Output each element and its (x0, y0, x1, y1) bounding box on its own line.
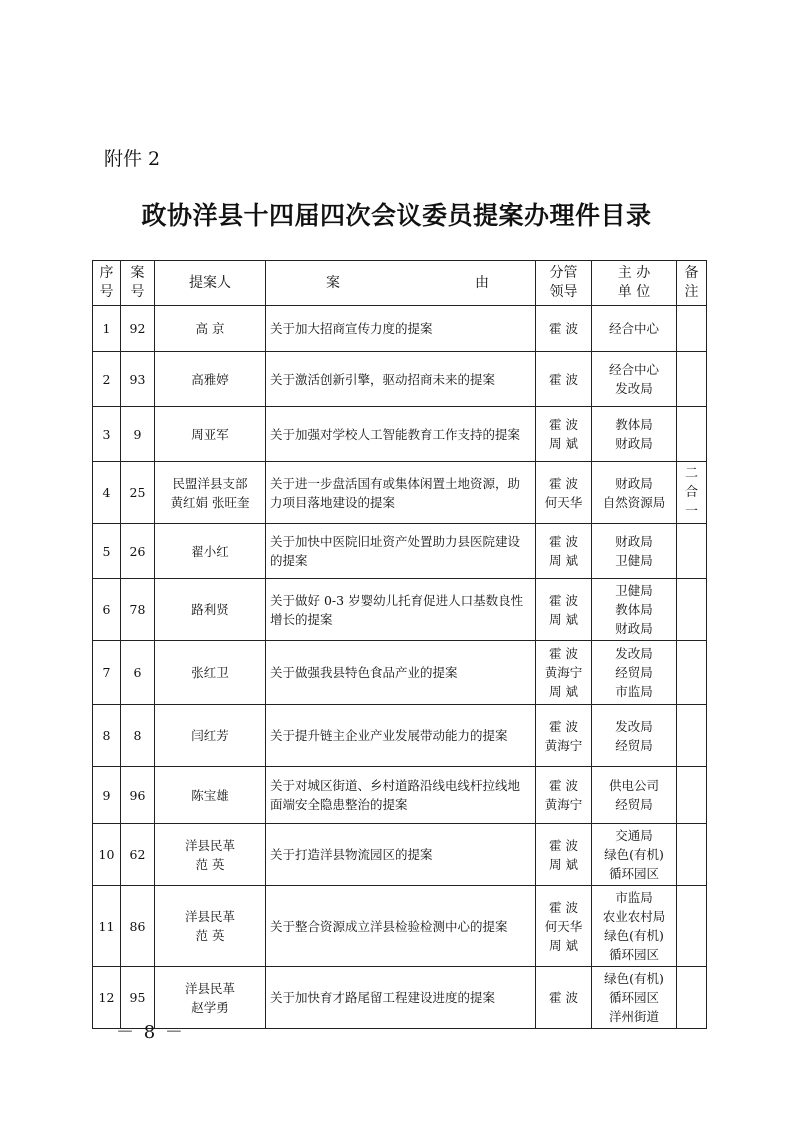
leader-cell-line: 霍 波 (549, 534, 578, 549)
proposer-cell (155, 462, 266, 524)
unit-cell-line: 供电公司 (608, 778, 659, 793)
unit-cell-line: 卫健局 (615, 553, 653, 568)
remark-cell (677, 352, 707, 407)
header-leader: 分管 领导 (536, 261, 592, 306)
proposer-cell (155, 824, 266, 886)
table-row (93, 306, 707, 352)
unit-cell-line: 发改局 (615, 646, 653, 661)
reason-cell: 关于加快育才路尾留工程建设进度的提案 (266, 967, 536, 1029)
leader-cell-line: 何天华 (544, 918, 583, 934)
leader-cell-line: 周 斌 (549, 553, 578, 568)
unit-cell (592, 767, 677, 824)
remark-cell (677, 306, 707, 352)
remark-cell (677, 824, 707, 886)
unit-cell (592, 524, 677, 579)
proposer-cell-line: 民盟洋县支部 (172, 475, 248, 491)
proposer-cell (155, 705, 266, 767)
seq-cell: 2 (93, 352, 121, 407)
remark-cell (677, 967, 707, 1029)
remark-cell (677, 767, 707, 824)
reason-cell: 关于加强对学校人工智能教育工作支持的提案 (266, 407, 536, 462)
case-number-cell: 25 (121, 462, 155, 524)
unit-cell (592, 352, 677, 407)
table-row (93, 462, 707, 524)
unit-cell-line: 经合中心 (608, 321, 659, 336)
leader-cell (536, 462, 592, 524)
unit-cell-line: 循环园区 (608, 866, 659, 881)
proposer-cell-line: 黄红娟 张旺奎 (170, 494, 250, 510)
seq-cell: 6 (93, 579, 121, 641)
case-number-cell: 8 (121, 705, 155, 767)
leader-cell-line: 周 斌 (549, 937, 578, 953)
table-row (93, 407, 707, 462)
proposer-cell (155, 767, 266, 824)
unit-cell-line: 交通局 (615, 828, 653, 843)
reason-cell: 关于打造洋县物流园区的提案 (266, 824, 536, 886)
seq-cell: 8 (93, 705, 121, 767)
table-row (93, 824, 707, 886)
unit-cell-line: 绿色(有机) (604, 971, 664, 986)
unit-cell-line: 发改局 (615, 381, 653, 396)
seq-cell: 3 (93, 407, 121, 462)
remark-cell (677, 407, 707, 462)
unit-cell-line: 市监局 (615, 890, 653, 905)
remark-cell (677, 886, 707, 967)
unit-cell-line: 循环园区 (608, 947, 659, 962)
case-number-cell: 92 (121, 306, 155, 352)
table-row (93, 705, 707, 767)
proposer-cell-line: 陈宝雄 (191, 787, 229, 803)
seq-cell: 10 (93, 824, 121, 886)
reason-cell: 关于加快中医院旧址资产处置助力县医院建设的提案 (266, 524, 536, 579)
seq-cell: 9 (93, 767, 121, 824)
reason-cell: 关于激活创新引擎，驱动招商未来的提案 (266, 352, 536, 407)
unit-cell-line: 经合中心 (608, 362, 659, 377)
reason-cell: 关于做强我县特色食品产业的提案 (266, 641, 536, 705)
unit-cell-line: 财政局 (615, 475, 653, 491)
leader-cell-line: 黄海宁 (544, 665, 583, 680)
seq-cell: 4 (93, 462, 121, 524)
reason-cell: 关于提升链主企业产业发展带动能力的提案 (266, 705, 536, 767)
case-number-cell: 86 (121, 886, 155, 967)
leader-cell (536, 824, 592, 886)
remark-cell (677, 641, 707, 705)
table-row (93, 886, 707, 967)
unit-cell (592, 886, 677, 967)
header-reason: 案 由 (266, 261, 536, 306)
unit-cell-line: 经贸局 (615, 797, 653, 812)
leader-cell-line: 霍 波 (549, 371, 578, 387)
leader-cell-line: 霍 波 (549, 646, 578, 661)
header-seq: 序 号 (93, 261, 121, 306)
reason-cell: 关于整合资源成立洋县检验检测中心的提案 (266, 886, 536, 967)
remark-cell (677, 705, 707, 767)
proposer-cell-line: 张红卫 (191, 665, 229, 680)
proposer-cell (155, 641, 266, 705)
case-number-cell: 78 (121, 579, 155, 641)
proposer-cell-line: 路利贤 (191, 602, 229, 617)
unit-cell-line: 循环园区 (608, 990, 659, 1005)
seq-cell: 7 (93, 641, 121, 705)
header-unit: 主 办 单 位 (592, 261, 677, 306)
leader-cell (536, 352, 592, 407)
unit-cell-line: 经贸局 (615, 737, 653, 753)
case-number-cell: 6 (121, 641, 155, 705)
seq-cell: 1 (93, 306, 121, 352)
header-proposer: 提案人 (155, 261, 266, 306)
proposer-cell-line: 洋县民革 (184, 837, 235, 853)
leader-cell-line: 周 斌 (549, 856, 578, 872)
leader-cell (536, 767, 592, 824)
leader-cell-line: 黄海宁 (544, 737, 583, 753)
unit-cell-line: 财政局 (615, 621, 653, 636)
unit-cell (592, 462, 677, 524)
proposer-cell-line: 洋县民革 (184, 909, 235, 924)
seq-cell: 11 (93, 886, 121, 967)
reason-cell: 关于对城区街道、乡村道路沿线电线杆拉线地面端安全隐患整治的提案 (266, 767, 536, 824)
table-row (93, 641, 707, 705)
unit-cell (592, 824, 677, 886)
leader-cell-line: 周 斌 (549, 684, 578, 699)
leader-cell-line: 霍 波 (549, 718, 578, 734)
unit-cell-line: 市监局 (615, 684, 653, 699)
unit-cell-line: 自然资源局 (602, 494, 666, 510)
table-row (93, 579, 707, 641)
page-number: － 8 － (116, 1022, 185, 1043)
proposer-cell (155, 352, 266, 407)
proposer-cell-line: 闫红芳 (191, 728, 229, 743)
proposer-cell-line: 洋县民革 (184, 980, 235, 996)
table-header-row (93, 261, 707, 306)
header-case-number: 案 号 (121, 261, 155, 306)
leader-cell (536, 967, 592, 1029)
unit-cell-line: 卫健局 (615, 583, 653, 598)
proposer-cell-line: 周亚军 (191, 426, 229, 442)
proposer-cell (155, 579, 266, 641)
leader-cell (536, 579, 592, 641)
unit-cell-line: 财政局 (615, 534, 653, 549)
leader-cell-line: 霍 波 (549, 475, 578, 491)
unit-cell (592, 967, 677, 1029)
unit-cell-line: 洋州街道 (608, 1009, 659, 1024)
case-number-cell: 62 (121, 824, 155, 886)
proposer-cell-line: 赵学勇 (191, 999, 229, 1015)
case-number-cell: 93 (121, 352, 155, 407)
unit-cell (592, 579, 677, 641)
remark-cell (677, 579, 707, 641)
unit-cell-line: 经贸局 (615, 665, 653, 680)
unit-cell (592, 705, 677, 767)
case-number-cell: 9 (121, 407, 155, 462)
proposer-cell-line: 高 京 (195, 321, 225, 336)
remark-cell-line: 一 (684, 504, 698, 519)
leader-cell (536, 407, 592, 462)
leader-cell-line: 周 斌 (549, 611, 578, 627)
proposer-cell-line: 范 英 (195, 928, 225, 943)
proposer-cell-line: 翟小红 (191, 543, 229, 559)
case-number-cell: 26 (121, 524, 155, 579)
leader-cell-line: 周 斌 (549, 436, 578, 451)
unit-cell-line: 教体局 (615, 602, 653, 617)
header-remark: 备 注 (677, 261, 707, 306)
unit-cell-line: 发改局 (615, 718, 653, 734)
proposer-cell (155, 524, 266, 579)
document-title: 政协洋县十四届四次会议委员提案办理件目录 (141, 201, 652, 230)
proposer-cell (155, 306, 266, 352)
table-row (93, 767, 707, 824)
unit-cell-line: 绿色(有机) (604, 847, 664, 862)
unit-cell-line: 绿色(有机) (604, 928, 664, 943)
unit-cell (592, 407, 677, 462)
unit-cell (592, 306, 677, 352)
unit-cell-line: 财政局 (615, 436, 653, 451)
leader-cell-line: 何天华 (544, 494, 583, 510)
proposer-cell-line: 高雅婷 (191, 371, 229, 387)
unit-cell-line: 农业农村局 (602, 909, 666, 924)
seq-cell: 12 (93, 967, 121, 1029)
table-row (93, 524, 707, 579)
leader-cell (536, 641, 592, 705)
case-number-cell: 95 (121, 967, 155, 1029)
leader-cell (536, 886, 592, 967)
proposal-catalog-table (92, 260, 707, 1029)
remark-cell (677, 462, 707, 524)
leader-cell-line: 霍 波 (549, 899, 578, 915)
leader-cell-line: 霍 波 (549, 321, 578, 336)
leader-cell-line: 霍 波 (549, 417, 578, 432)
reason-cell: 关于加大招商宣传力度的提案 (266, 306, 536, 352)
attachment-label: 附件 2 (104, 148, 161, 170)
unit-cell-line: 教体局 (615, 417, 653, 432)
remark-cell-line: 二 (684, 466, 698, 481)
reason-cell: 关于做好 0-3 岁婴幼儿托育促进人口基数良性增长的提案 (266, 579, 536, 641)
unit-cell (592, 641, 677, 705)
leader-cell (536, 705, 592, 767)
leader-cell (536, 306, 592, 352)
proposer-cell (155, 407, 266, 462)
leader-cell-line: 霍 波 (549, 592, 578, 608)
leader-cell-line: 黄海宁 (544, 797, 583, 812)
leader-cell-line: 霍 波 (549, 837, 578, 853)
reason-cell: 关于进一步盘活国有或集体闲置土地资源，助力项目落地建设的提案 (266, 462, 536, 524)
table-row (93, 352, 707, 407)
remark-cell (677, 524, 707, 579)
seq-cell: 5 (93, 524, 121, 579)
case-number-cell: 96 (121, 767, 155, 824)
leader-cell-line: 霍 波 (549, 778, 578, 793)
proposer-cell-line: 范 英 (195, 856, 225, 872)
proposer-cell (155, 886, 266, 967)
remark-cell-line: 合 (684, 485, 698, 500)
leader-cell (536, 524, 592, 579)
leader-cell-line: 霍 波 (549, 990, 578, 1005)
